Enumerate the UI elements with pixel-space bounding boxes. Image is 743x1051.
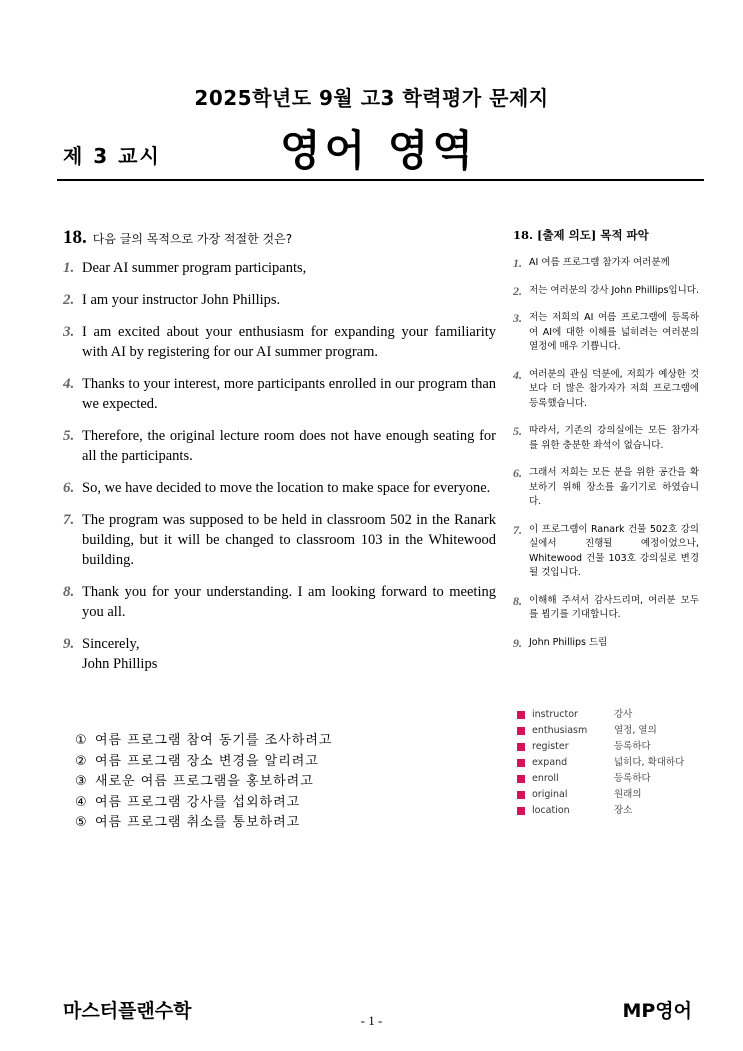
passage-sentence: [63, 634, 496, 674]
vocab-meaning: 강사: [614, 709, 633, 720]
choice-text: 새로운 여름 프로그램을 홍보하려고: [95, 774, 314, 789]
translation-number: 8.: [513, 593, 522, 608]
choice-marker: ③: [75, 774, 88, 789]
translation-text: 여러분의 관심 덕분에, 저희가 예상한 것보다 더 많은 참가자가 저희 프로그램에 등록했습니다.: [529, 368, 699, 409]
vocab-item: [517, 755, 707, 771]
passage-sentence: [63, 426, 496, 466]
translation-item: [513, 284, 699, 299]
square-bullet-icon: [517, 791, 525, 799]
translation-text: John Phillips 드림: [529, 636, 608, 648]
sentence-number: 2.: [63, 292, 75, 308]
passage-sentence: [63, 374, 496, 414]
translation-item: [513, 636, 699, 651]
vocab-list: [517, 707, 707, 819]
translation-list: [513, 256, 699, 650]
footer-series: MP영어: [622, 1000, 692, 1022]
translation-text: 이 프로그램이 Ranark 건물 502호 강의실에서 진행될 예정이었으나, Whitewood 건물 103호 강의실로 변경될 것입니다.: [529, 523, 699, 578]
vocab-word: register: [532, 741, 569, 752]
passage-sentence: [63, 510, 496, 570]
choice-text: 여름 프로그램 취소를 통보하려고: [95, 815, 301, 830]
vocab-meaning: 장소: [614, 805, 633, 816]
translation-item: [513, 523, 699, 581]
translation-number: 3.: [513, 311, 522, 325]
vocab-word: enthusiasm: [532, 725, 588, 736]
answer-choice[interactable]: [75, 772, 415, 793]
sentence-text: The program was supposed to be held in classroom 502 in the Ranark building, but it will be changed to classroom 103 in the Whitewood building.: [82, 512, 496, 568]
exam-title: 2025학년도 9월 고3 학력평가 문제지: [194, 86, 549, 110]
translation-text: 따라서, 기존의 강의실에는 모든 참가자를 위한 충분한 좌석이 없습니다.: [529, 425, 699, 451]
answer-choice[interactable]: [75, 793, 415, 814]
square-bullet-icon: [517, 727, 525, 735]
sentence-text: I am excited about your enthusiasm for expanding your familiarity with AI by registering for our AI summer program.: [82, 324, 496, 360]
analysis-heading: 18. [출제 의도] 목적 파악: [513, 228, 649, 242]
translation-number: 6.: [513, 466, 522, 480]
header-divider: [57, 179, 704, 181]
sentence-number: 4.: [63, 376, 75, 392]
translation-number: 7.: [513, 522, 522, 537]
translation-item: [513, 466, 699, 510]
square-bullet-icon: [517, 775, 525, 783]
question-number: 18.: [63, 227, 87, 248]
passage-sentence: [63, 322, 496, 362]
translation-item: [513, 256, 699, 271]
vocab-meaning: 등록하다: [614, 773, 651, 784]
sentence-text: I am your instructor John Phillips.: [82, 292, 281, 308]
vocab-item: [517, 739, 707, 755]
footer-brand: 마스터플랜수학: [63, 1000, 192, 1022]
translation-number: 9.: [513, 635, 522, 650]
subject-title: 영어 영역: [280, 126, 477, 175]
vocab-item: [517, 787, 707, 803]
translation-item: [513, 424, 699, 453]
vocab-word: original: [532, 789, 568, 800]
translation-text: 저는 여러분의 강사 John Phillips입니다.: [529, 284, 699, 296]
answer-choice[interactable]: [75, 752, 415, 773]
vocab-meaning: 열정, 열의: [614, 725, 657, 736]
choice-text: 여름 프로그램 강사를 섭외하려고: [95, 794, 301, 810]
sentence-text: Dear AI summer program participants,: [82, 260, 307, 276]
vocab-word: location: [532, 805, 570, 816]
translation-text: 이해해 주셔서 감사드리며, 여러분 모두를 뵙기를 기대합니다.: [529, 594, 699, 620]
vocab-item: [517, 771, 707, 787]
sentence-number: 7.: [63, 512, 75, 528]
vocab-item: [517, 723, 707, 739]
sentence-number: 6.: [63, 480, 75, 496]
square-bullet-icon: [517, 759, 525, 767]
answer-choice[interactable]: [75, 731, 415, 752]
square-bullet-icon: [517, 711, 525, 719]
answer-choices: [75, 731, 415, 834]
choice-marker: ②: [75, 753, 88, 769]
sentence-text: Thanks to your interest, more participants enrolled in our program than we expected.: [82, 376, 496, 412]
vocab-item: [517, 803, 707, 819]
vocab-meaning: 넓히다, 확대하다: [614, 757, 685, 768]
translation-text: AI 여름 프로그램 참가자 여러분께: [529, 257, 670, 268]
vocab-item: [517, 707, 707, 723]
closing-text: Sincerely,: [82, 636, 140, 652]
page-number: - 1 -: [360, 1013, 383, 1028]
translation-text: 저는 저희의 AI 여름 프로그램에 등록하여 AI에 대한 이해를 넓히려는 여러분의 열정에 매우 기쁩니다.: [529, 312, 699, 352]
exam-period: 제 3 교시: [63, 144, 161, 168]
passage-sentence: [63, 290, 496, 310]
sentence-number: 1.: [63, 260, 75, 276]
vocab-word: enroll: [532, 773, 559, 784]
translation-item: [513, 594, 699, 623]
vocab-word: instructor: [532, 709, 578, 720]
choice-marker: ⑤: [75, 815, 88, 830]
sentence-text: Thank you for your understanding. I am looking forward to meeting you all.: [82, 584, 496, 620]
choice-marker: ④: [75, 794, 88, 810]
translation-item: [513, 311, 699, 355]
passage-sentence: [63, 258, 496, 278]
question-header: [63, 227, 503, 249]
closing-signature: John Phillips: [82, 656, 158, 672]
translation-number: 1.: [513, 256, 522, 270]
answer-choice[interactable]: [75, 813, 415, 834]
vocab-word: expand: [532, 757, 568, 768]
sentence-text: Therefore, the original lecture room does not have enough seating for all the participants.: [82, 428, 496, 464]
sentence-number: 9.: [63, 636, 75, 652]
vocab-meaning: 등록하다: [614, 741, 651, 752]
sentence-number: 3.: [63, 324, 75, 340]
question-prompt: 다음 글의 목적으로 가장 적절한 것은?: [92, 232, 293, 246]
vocab-meaning: 원래의: [614, 789, 642, 800]
passage: [63, 258, 496, 674]
choice-text: 여름 프로그램 장소 변경을 알리려고: [95, 753, 319, 769]
translation-text: 그래서 저희는 모든 분을 위한 공간을 확보하기 위해 장소를 옮기기로 하였습니다.: [529, 467, 699, 507]
translation-number: 4.: [513, 367, 522, 382]
sentence-number: 5.: [63, 428, 75, 444]
choice-marker: ①: [75, 733, 88, 748]
passage-sentence: [63, 582, 496, 622]
sentence-closing: [82, 634, 496, 674]
passage-sentence: [63, 478, 496, 498]
sentence-text: So, we have decided to move the location to make space for everyone.: [82, 480, 491, 496]
square-bullet-icon: [517, 743, 525, 751]
translation-number: 5.: [513, 424, 522, 438]
choice-text: 여름 프로그램 참여 동기를 조사하려고: [95, 733, 333, 748]
sentence-number: 8.: [63, 584, 75, 600]
square-bullet-icon: [517, 807, 525, 815]
translation-item: [513, 368, 699, 412]
translation-number: 2.: [513, 283, 522, 298]
